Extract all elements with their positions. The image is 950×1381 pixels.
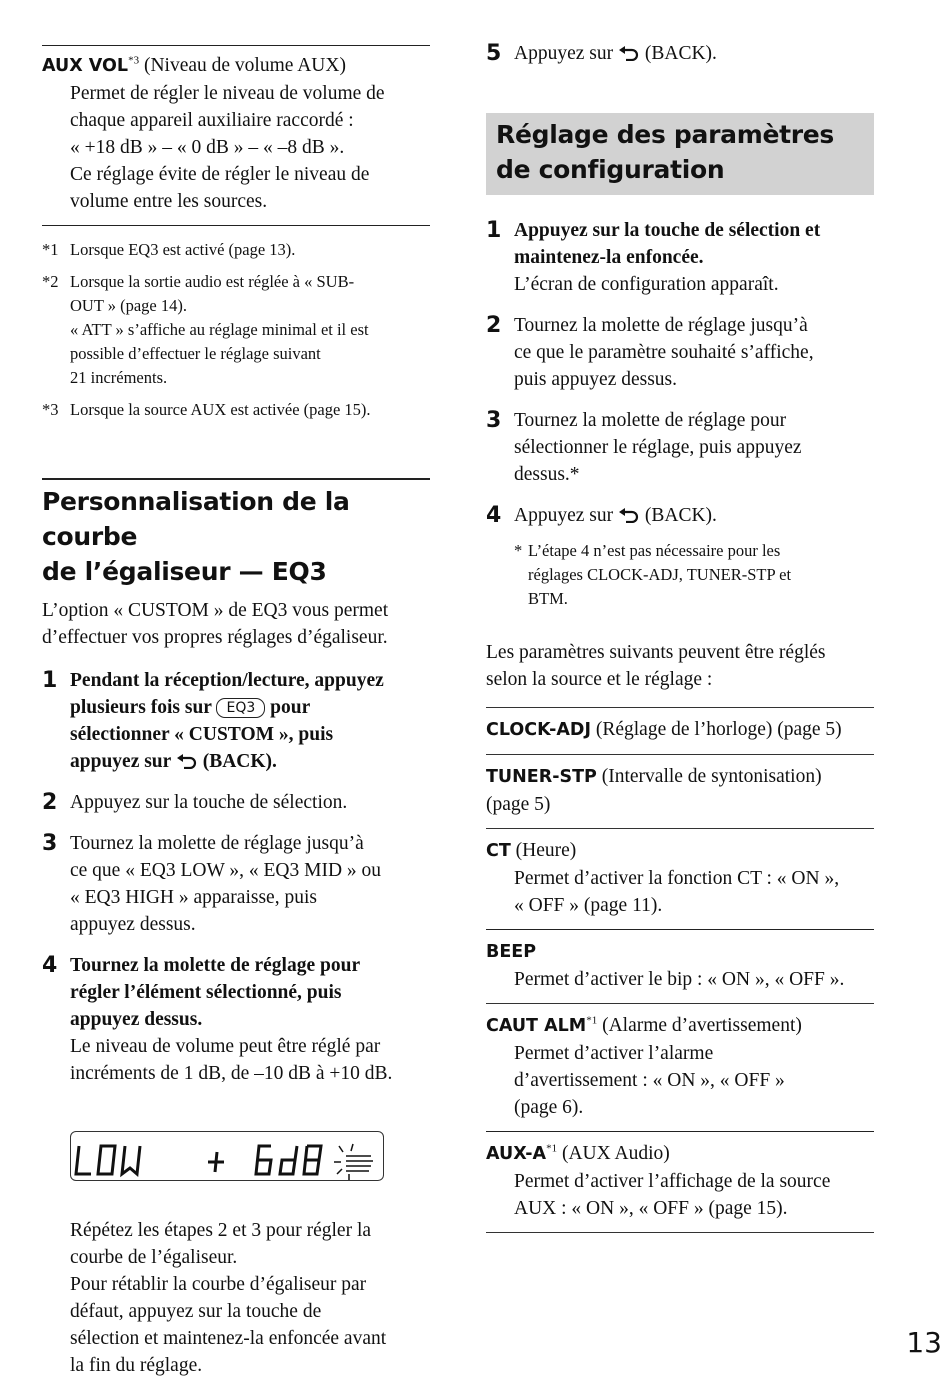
footnote-1 — [42, 238, 430, 262]
step-5-back — [486, 40, 874, 67]
param-beep — [486, 930, 874, 1003]
footnote-line: « ATT » s’affiche au réglage minimal et il est — [70, 320, 369, 339]
footnote-mark: *1 — [42, 240, 59, 259]
divider — [486, 1232, 874, 1233]
step-line: L’écran de configuration apparaît. — [514, 274, 779, 295]
step-line: Appuyez sur la touche de sélection. — [70, 792, 348, 813]
text-line: Les paramètres suivants peuvent être réglés — [486, 642, 826, 663]
params-intro — [486, 639, 874, 693]
step-line: appuyez dessus. — [70, 1009, 203, 1030]
step-line: Appuyez sur la touche de sélection et — [514, 220, 821, 241]
aux-vol-line: Ce réglage évite de régler le niveau de — [70, 164, 370, 185]
aux-vol-entry — [42, 46, 430, 225]
aux-vol-line: chaque appareil auxiliaire raccordé : — [70, 110, 354, 131]
step-line: Tournez la molette de réglage jusqu’à — [70, 833, 364, 854]
footnote-mark: *2 — [42, 272, 59, 291]
back-icon — [176, 753, 198, 769]
step-line: Pendant la réception/lecture, appuyez — [70, 670, 384, 691]
param-desc: « OFF » (page 11). — [514, 895, 663, 916]
param-term: CLOCK-ADJ — [486, 720, 591, 740]
eq3-intro — [42, 597, 430, 651]
step-number: 4 — [42, 953, 58, 978]
step-line: « EQ3 HIGH » apparaisse, puis — [70, 887, 317, 908]
step-line: dessus.* — [514, 464, 580, 485]
text-line: défaut, appuyez sur la touche de — [70, 1301, 322, 1322]
param-term: BEEP — [486, 942, 537, 962]
aux-vol-line: « +18 dB » – « 0 dB » – « –8 dB ». — [70, 137, 345, 158]
footnote-3 — [42, 398, 430, 422]
step-number: 5 — [486, 41, 502, 66]
param-desc: Permet d’activer le bip : « ON », « OFF ». — [514, 969, 845, 990]
param-title: (AUX Audio) — [557, 1143, 670, 1164]
aux-vol-title: (Niveau de volume AUX) — [139, 55, 346, 76]
param-tuner-stp — [486, 755, 874, 828]
param-clock-adj — [486, 708, 874, 754]
params-list — [486, 707, 874, 1233]
footnote-line: OUT » (page 14). — [70, 296, 187, 315]
param-aux-a — [486, 1132, 874, 1232]
footnotes — [42, 238, 430, 422]
footnote-line: 21 incréments. — [70, 368, 168, 387]
step-line: plusieurs fois sur — [70, 697, 212, 718]
section-title-line: Personnalisation de la courbe — [42, 487, 350, 551]
param-desc: Permet d’activer la fonction CT : « ON », — [514, 868, 840, 889]
step-number: 4 — [486, 503, 502, 528]
config-footnote — [486, 539, 874, 611]
footnote-line: possible d’effectuer le réglage suivant — [70, 344, 321, 363]
step-line: régler l’élément sélectionné, puis — [70, 982, 342, 1003]
text-line: selon la source et le réglage : — [486, 669, 713, 690]
step-line: Appuyez sur — [514, 505, 614, 526]
section-title-config — [486, 113, 874, 195]
param-title: (Heure) — [510, 840, 577, 861]
param-title: (Alarme d’avertissement) — [597, 1015, 802, 1036]
eq3-step-4 — [42, 952, 430, 1087]
param-desc: Permet d’activer l’alarme — [514, 1043, 714, 1064]
eq3-button: EQ3 — [216, 698, 265, 718]
eq3-step-3 — [42, 830, 430, 938]
param-ct — [486, 829, 874, 929]
step-line: puis appuyez dessus. — [514, 369, 678, 390]
eq3-step-2 — [42, 789, 430, 816]
aux-vol-line: volume entre les sources. — [70, 191, 268, 212]
section-title-eq3 — [42, 484, 430, 589]
footnote-line: Lorsque la source AUX est activée (page 15). — [70, 400, 371, 419]
step-line: maintenez-la enfoncée. — [514, 247, 704, 268]
step-number: 1 — [42, 668, 58, 693]
section-title-line: Réglage des paramètres — [496, 120, 835, 149]
step-line: Tournez la molette de réglage pour — [514, 410, 787, 431]
config-step-4 — [486, 502, 874, 529]
lcd-display — [70, 1131, 384, 1181]
config-step-1 — [486, 217, 874, 298]
param-sup: *1 — [586, 1014, 598, 1027]
step-number: 3 — [486, 408, 502, 433]
text-line: sélection et maintenez-la enfoncée avant — [70, 1328, 387, 1349]
step-line: Tournez la molette de réglage pour — [70, 955, 361, 976]
step-line: (BACK). — [644, 505, 717, 526]
footnote-line: BTM. — [528, 589, 568, 608]
intro-line: L’option « CUSTOM » de EQ3 vous permet — [42, 600, 389, 621]
lcd-segments — [71, 1132, 383, 1180]
step-line: sélectionner le réglage, puis appuyez — [514, 437, 802, 458]
step-line: appuyez dessus. — [70, 914, 196, 935]
footnote-line: L’étape 4 n’est pas nécessaire pour les — [528, 541, 781, 560]
step-line: ce que le paramètre souhaité s’affiche, — [514, 342, 814, 363]
param-title: (Intervalle de syntonisation) — [596, 766, 822, 787]
aux-vol-sup: *3 — [128, 54, 140, 67]
back-icon — [618, 507, 640, 523]
param-term: CAUT ALM — [486, 1016, 587, 1036]
text-line: la fin du réglage. — [70, 1355, 203, 1376]
section-title-line: de configuration — [496, 155, 725, 184]
param-desc: d’avertissement : « ON », « OFF » — [514, 1070, 785, 1091]
param-desc: Permet d’activer l’affichage de la source — [514, 1171, 831, 1192]
footnote-2 — [42, 270, 430, 390]
eq3-after-lcd — [42, 1217, 430, 1379]
right-column — [486, 0, 874, 1233]
footnote-line: réglages CLOCK-ADJ, TUNER-STP et — [528, 565, 792, 584]
left-column — [42, 0, 430, 1379]
step-line: appuyez sur — [70, 751, 171, 772]
param-desc: AUX : « ON », « OFF » (page 15). — [514, 1198, 788, 1219]
step-number: 1 — [486, 218, 502, 243]
param-title: (page 5) — [486, 794, 551, 815]
param-sup: *1 — [546, 1142, 558, 1155]
param-term: AUX-A — [486, 1144, 547, 1164]
page-number: 13 — [906, 1326, 942, 1359]
param-desc: (page 6). — [514, 1097, 584, 1118]
param-title: (Réglage de l’horloge) (page 5) — [590, 719, 842, 740]
footnote-line: Lorsque EQ3 est activé (page 13). — [70, 240, 296, 259]
step-number: 3 — [42, 831, 58, 856]
param-caut-alm — [486, 1004, 874, 1131]
eq3-step-1 — [42, 667, 430, 775]
footnote-mark: *3 — [42, 400, 59, 419]
config-step-3 — [486, 407, 874, 488]
text-line: Pour rétablir la courbe d’égaliseur par — [70, 1274, 367, 1295]
step-number: 2 — [486, 313, 502, 338]
footnote-line: Lorsque la sortie audio est réglée à « SUB- — [70, 272, 355, 291]
step-line: incréments de 1 dB, de –10 dB à +10 dB. — [70, 1063, 393, 1084]
param-term: TUNER-STP — [486, 767, 597, 787]
section-title-line: de l’égaliseur — EQ3 — [42, 557, 327, 586]
step-number: 2 — [42, 790, 58, 815]
step-line: pour — [270, 697, 311, 718]
back-icon — [618, 45, 640, 61]
config-step-2 — [486, 312, 874, 393]
text-line: courbe de l’égaliseur. — [70, 1247, 238, 1268]
aux-vol-desc — [42, 80, 430, 215]
step-line: Le niveau de volume peut être réglé par — [70, 1036, 381, 1057]
divider — [42, 225, 430, 226]
step-line: (BACK). — [202, 751, 277, 772]
aux-vol-term: AUX VOL — [42, 56, 129, 76]
footnote-mark: * — [514, 541, 523, 560]
intro-line: d’effectuer vos propres réglages d’égaliseur. — [42, 627, 388, 648]
text-line: Répétez les étapes 2 et 3 pour régler la — [70, 1220, 372, 1241]
step-line: Tournez la molette de réglage jusqu’à — [514, 315, 808, 336]
aux-vol-line: Permet de régler le niveau de volume de — [70, 83, 385, 104]
param-term: CT — [486, 841, 511, 861]
step-line: Appuyez sur — [514, 43, 614, 64]
section-divider — [42, 478, 430, 480]
step-line: ce que « EQ3 LOW », « EQ3 MID » ou — [70, 860, 382, 881]
step-line: sélectionner « CUSTOM », puis — [70, 724, 334, 745]
step-line: (BACK). — [644, 43, 717, 64]
